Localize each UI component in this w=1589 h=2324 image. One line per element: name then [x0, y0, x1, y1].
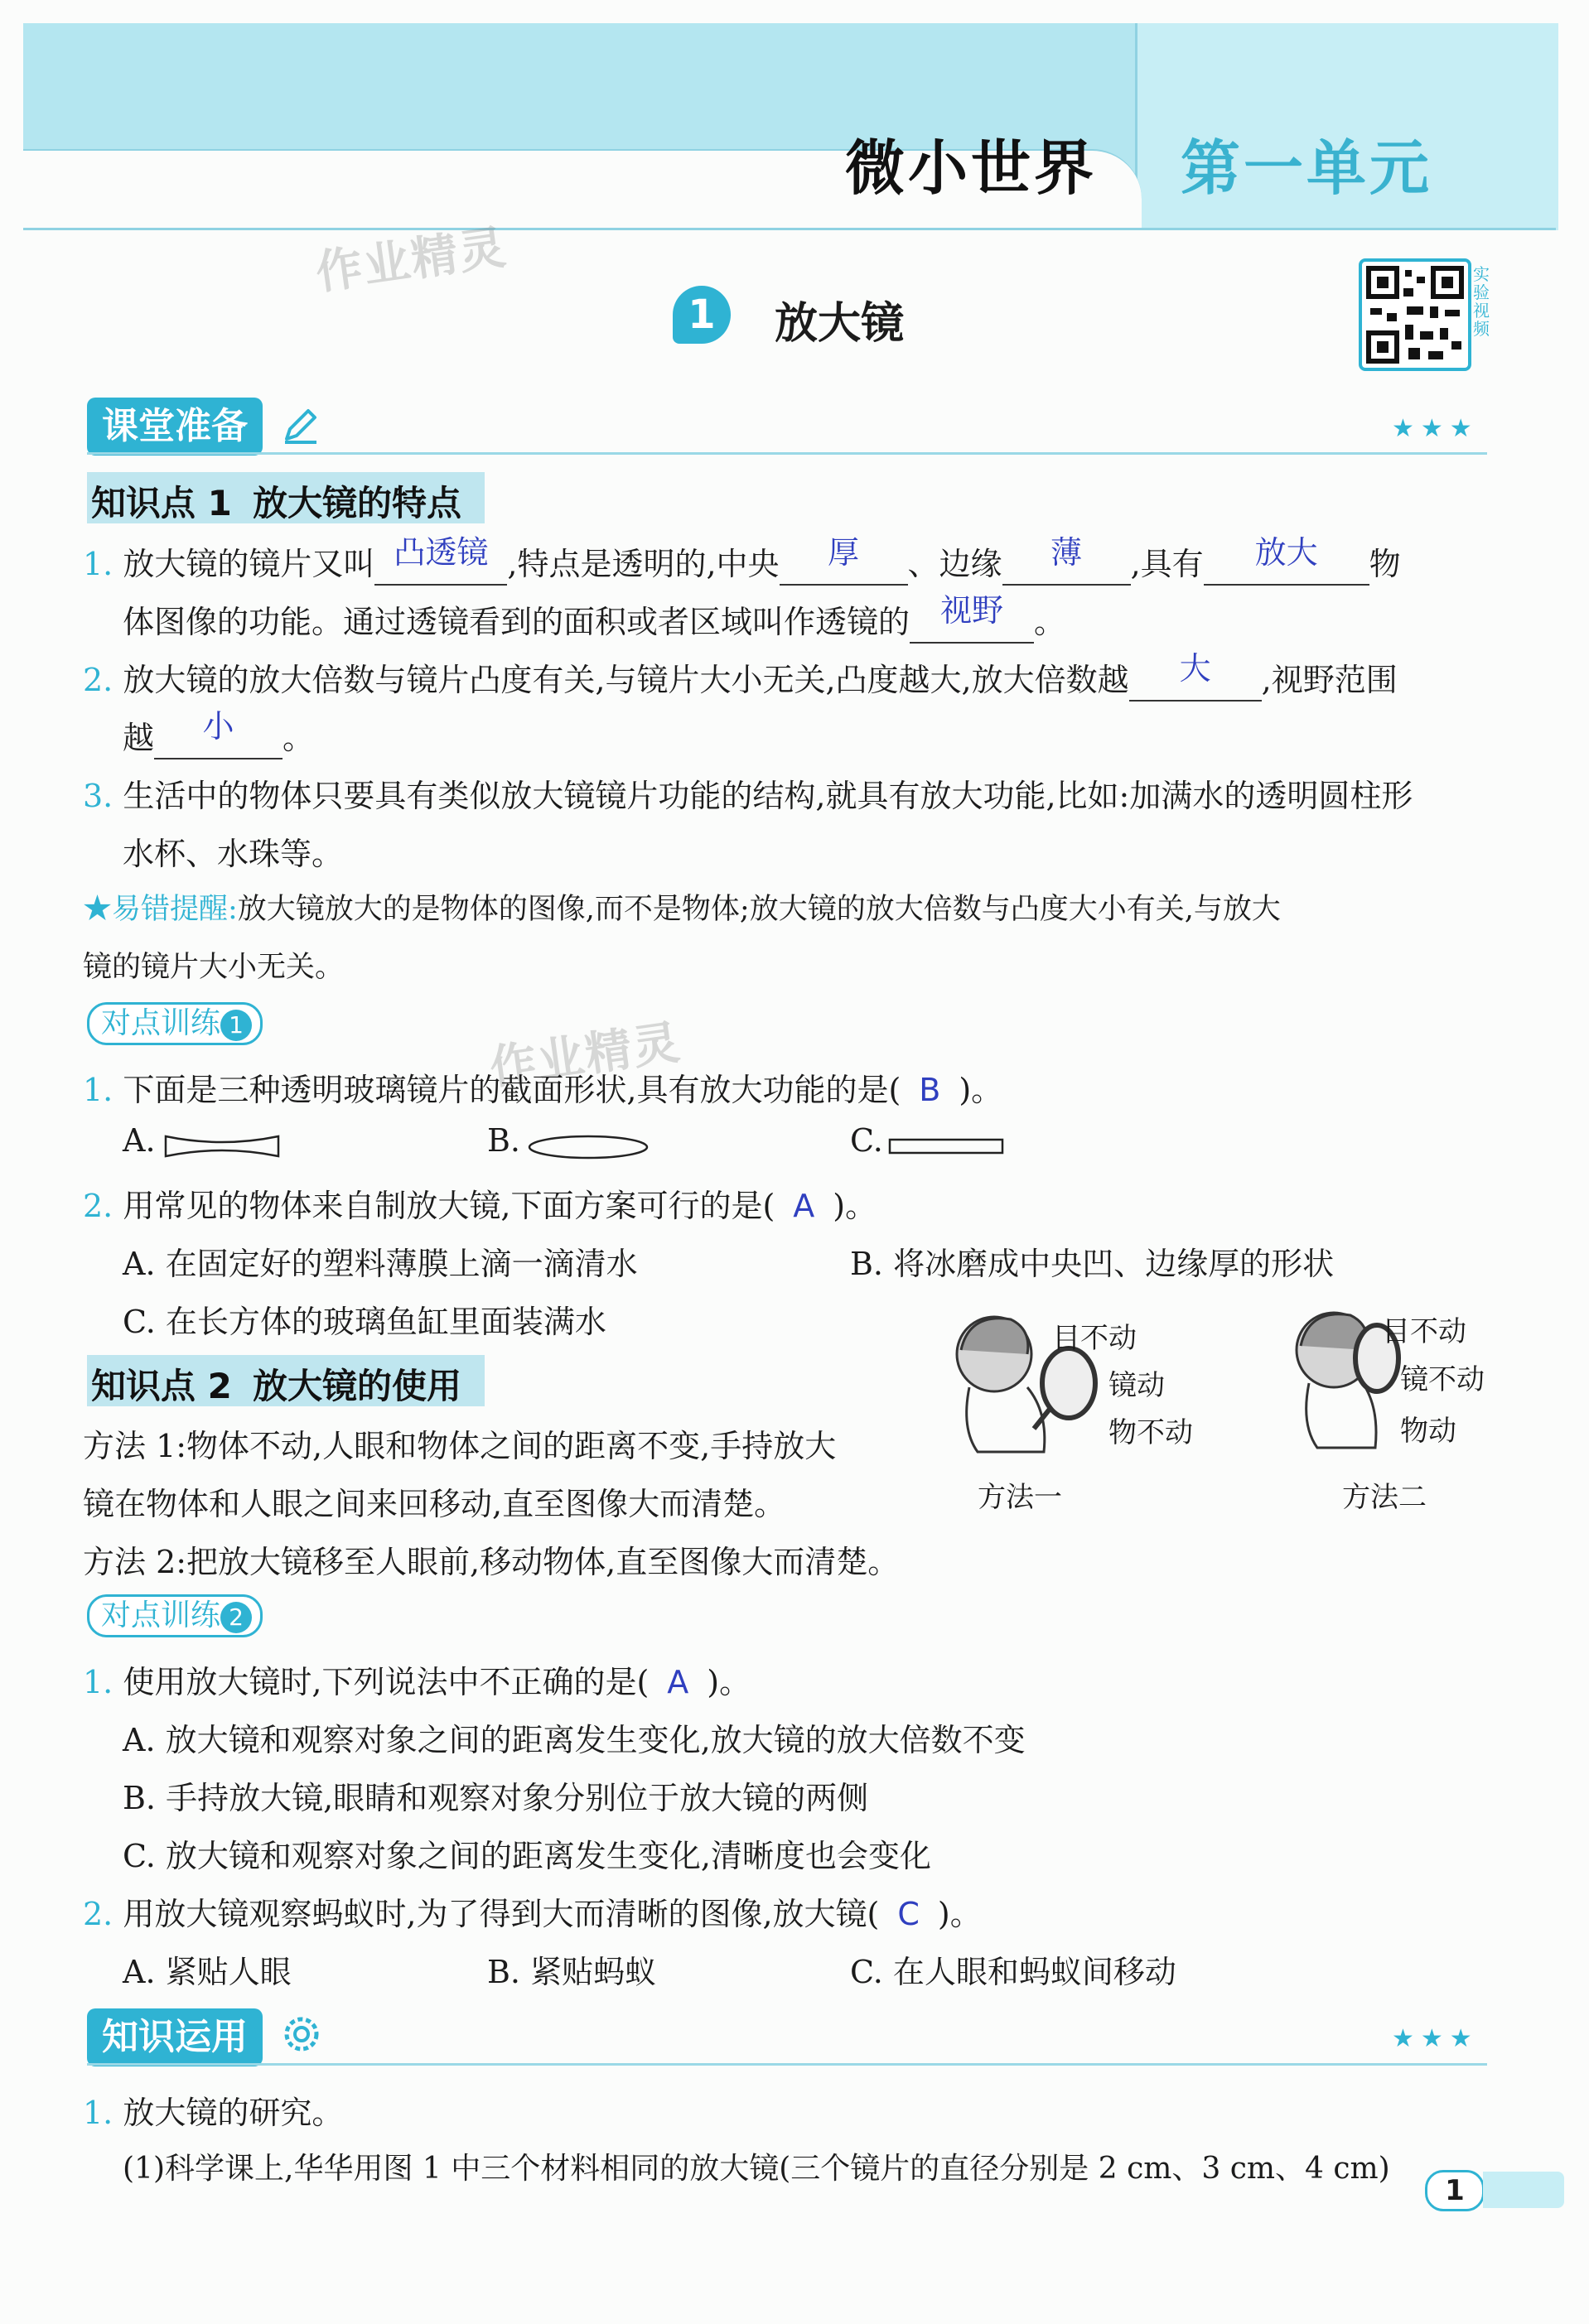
section-badge-prep: 课堂准备: [87, 398, 263, 456]
apply-q1: 1. 放大镜的研究。: [83, 2095, 344, 2131]
watermark: 作业精灵: [486, 1015, 685, 1096]
tip-line1: ★易错提醒:放大镜放大的是物体的图像,而不是物体;放大镜的放大倍数与凸度大小有关,与放大: [83, 893, 1281, 926]
lesson-title: 放大镜: [775, 299, 905, 349]
train2-q2-option-c: C. 在人眼和蚂蚁间移动: [850, 1954, 1176, 1990]
prep-q3-line2: 水杯、水珠等。: [123, 836, 344, 872]
page-number: 1: [1425, 2170, 1485, 2211]
lesson-number-badge: 1: [673, 286, 731, 344]
train1-q2-option-b: B. 将冰磨成中央凹、边缘厚的形状: [850, 1246, 1335, 1282]
answer-blank: 薄: [1002, 538, 1131, 586]
answer-blank: 大: [1129, 654, 1262, 702]
prep-q1-line2: 体图像的功能。通过透镜看到的面积或者区域叫作透镜的 视野 。: [123, 596, 1065, 644]
answer-blank: 厚: [780, 538, 908, 586]
answer-text: B: [919, 1072, 941, 1108]
section-badge-apply: 知识运用: [87, 2008, 263, 2066]
train2-q1-option-b: B. 手持放大镜,眼睛和观察对象分别位于放大镜的两侧: [123, 1780, 869, 1816]
prep-q2-line2: 越 小 。: [123, 712, 314, 759]
watermark: 作业精灵: [312, 219, 511, 301]
kp2-method2: 方法 2:把放大镜移至人眼前,移动物体,直至图像大而清楚。: [83, 1544, 900, 1580]
train1-q1: 1. 下面是三种透明玻璃镜片的截面形状,具有放大功能的是( B )。: [83, 1072, 1003, 1108]
train2-q2: 2. 用放大镜观察蚂蚁时,为了得到大而清晰的图像,放大镜( C )。: [83, 1896, 982, 1932]
answer-blank: 凸透镜: [374, 538, 507, 586]
training-tag-2: 对点训练 2: [87, 1594, 263, 1637]
answer-text: C: [897, 1896, 920, 1932]
lens-concave-shape: [164, 1133, 280, 1163]
qr-label: 实验视频: [1473, 264, 1490, 339]
train2-q2-option-a: A. 紧贴人眼: [123, 1954, 292, 1990]
kp2-title: 放大镜的使用: [253, 1366, 462, 1406]
train1-q2-option-a: A. 在固定好的塑料薄膜上滴一滴清水: [123, 1246, 638, 1282]
method1-label-eye: 目不动: [1052, 1322, 1137, 1355]
header-divider: [23, 228, 1556, 230]
answer-blank: 小: [154, 712, 283, 759]
method2-label-object: 物动: [1400, 1415, 1456, 1448]
train1-q1-option-b: B.: [487, 1122, 521, 1159]
train2-q1-option-c: C. 放大镜和观察对象之间的距离发生变化,清晰度也会变化: [123, 1838, 931, 1874]
prep-q1-line1: 1. 放大镜的镜片又叫 凸透镜 ,特点是透明的,中央 厚 、边缘 薄 ,具有 放大 物: [83, 538, 1401, 586]
train1-q2-option-c: C. 在长方体的玻璃鱼缸里面装满水: [123, 1304, 606, 1340]
section-divider: [87, 452, 1487, 455]
lens-flat-shape: [888, 1135, 1004, 1161]
kp2-method1-line1: 方法 1:物体不动,人眼和物体之间的距离不变,手持放大: [83, 1428, 837, 1464]
difficulty-stars: ★★★: [1392, 2024, 1479, 2053]
method1-label-lens: 镜动: [1108, 1369, 1165, 1402]
kp1-label: 知识点 1: [91, 483, 232, 523]
answer-text: A: [667, 1664, 689, 1700]
method2-label-lens: 镜不动: [1400, 1363, 1485, 1396]
tip-line2: 镜的镜片大小无关。: [83, 951, 345, 984]
train1-q1-option-c: C.: [850, 1122, 883, 1159]
kp2-label: 知识点 2: [91, 1366, 232, 1406]
prep-q3-line1: 3. 生活中的物体只要具有类似放大镜镜片功能的结构,就具有放大功能,比如:加满水的透明圆柱形: [83, 778, 1413, 814]
answer-blank: 放大: [1204, 538, 1369, 586]
unit-number: 第一单元: [1181, 133, 1433, 203]
section-divider: [87, 2063, 1487, 2066]
difficulty-stars: ★★★: [1392, 414, 1479, 443]
lens-convex-shape: [527, 1133, 650, 1164]
answer-text: A: [793, 1188, 815, 1224]
method1-caption: 方法一: [978, 1481, 1062, 1514]
apply-q1-sub1: (1)科学课上,华华用图 1 中三个材料相同的放大镜(三个镜片的直径分别是 2 cm、3 cm、4 cm): [123, 2152, 1390, 2186]
unit-name: 微小世界: [845, 133, 1098, 203]
kp2-method1-line2: 镜在物体和人眼之间来回移动,直至图像大而清楚。: [83, 1486, 786, 1522]
qr-code-icon[interactable]: [1359, 258, 1471, 371]
train1-q1-option-a: A.: [123, 1122, 156, 1159]
pencil-icon: [280, 404, 321, 449]
train2-q2-option-b: B. 紧贴蚂蚁: [487, 1954, 657, 1990]
answer-blank: 视野: [910, 596, 1034, 644]
page-tab: [1483, 2172, 1564, 2208]
training-tag-1: 对点训练 1: [87, 1002, 263, 1045]
kp1-title: 放大镜的特点: [253, 483, 462, 523]
train2-q1-option-a: A. 放大镜和观察对象之间的距离发生变化,放大镜的放大倍数不变: [123, 1722, 1026, 1758]
prep-q2-line1: 2. 放大镜的放大倍数与镜片凸度有关,与镜片大小无关,凸度越大,放大倍数越 大 ,视野范围: [83, 654, 1398, 702]
method1-label-object: 物不动: [1108, 1416, 1193, 1449]
gear-icon: [278, 2011, 325, 2061]
method2-label-eye: 目不动: [1382, 1315, 1466, 1348]
method2-caption: 方法二: [1342, 1481, 1427, 1514]
train2-q1: 1. 使用放大镜时,下列说法中不正确的是( A )。: [83, 1664, 751, 1700]
train1-q2: 2. 用常见的物体来自制放大镜,下面方案可行的是( A )。: [83, 1188, 877, 1224]
